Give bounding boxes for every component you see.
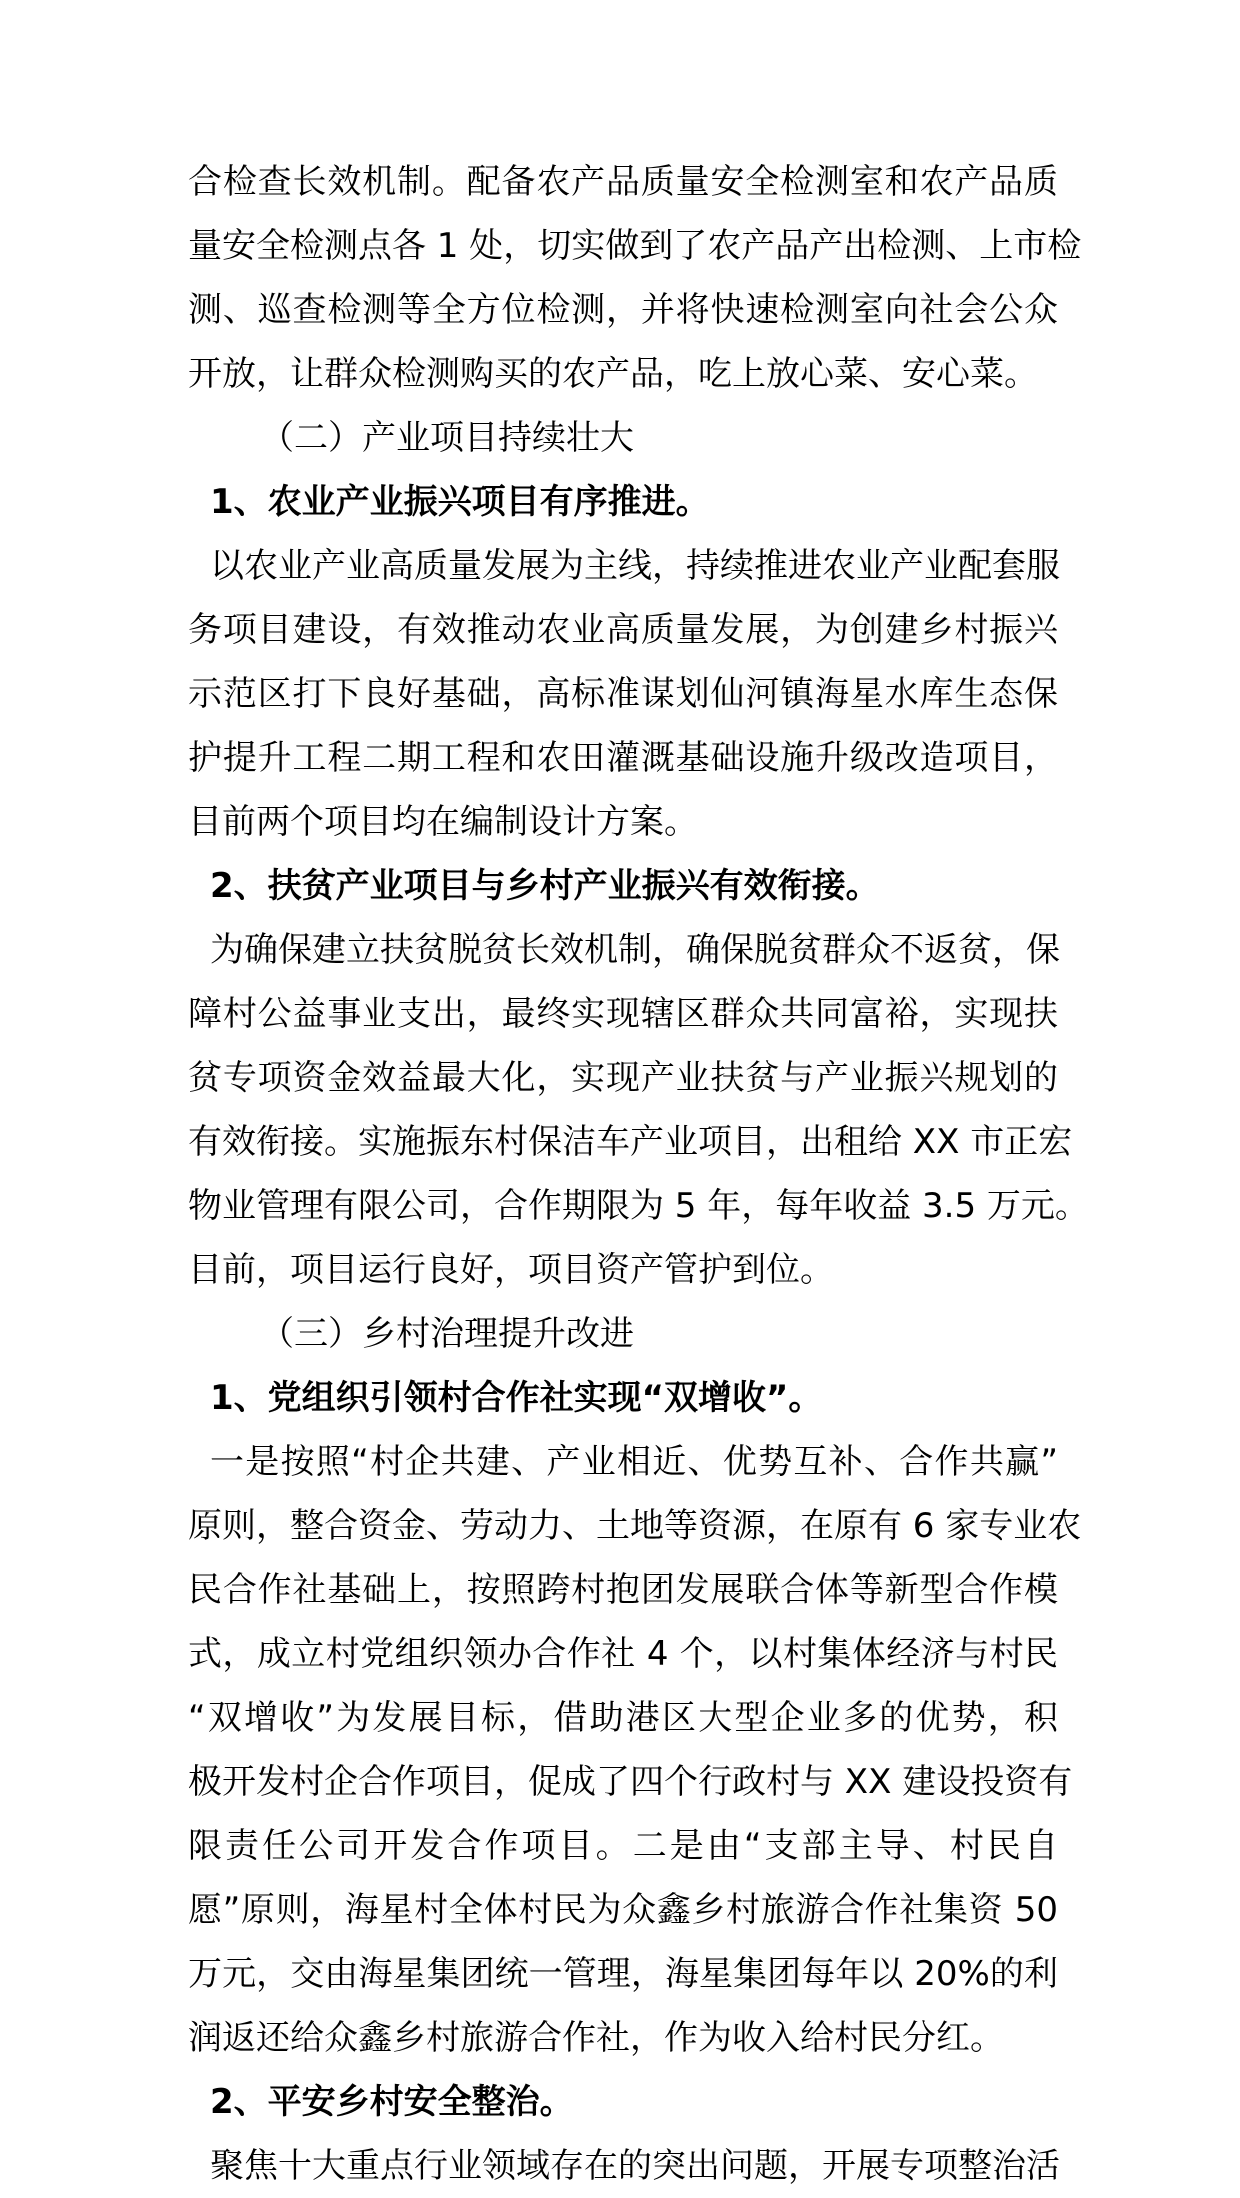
paragraph-line: 障村公益事业支出，最终实现辖区群众共同富裕，实现扶	[188, 994, 1058, 1034]
section-heading: （二）产业项目持续壮大	[260, 418, 634, 458]
paragraph-line: 聚焦十大重点行业领域存在的突出问题，开展专项整治活	[210, 2146, 1060, 2186]
paragraph-line: 目前，项目运行良好，项目资产管护到位。	[188, 1250, 834, 1290]
paragraph-line: 量安全检测点各 1 处，切实做到了农产品产出检测、上市检	[188, 226, 1082, 266]
paragraph-line: 示范区打下良好基础，高标准谋划仙河镇海星水库生态保	[188, 674, 1058, 714]
paragraph-line: 一是按照“村企共建、产业相近、优势互补、合作共赢”	[210, 1442, 1058, 1482]
paragraph-line: 愿”原则，海星村全体村民为众鑫乡村旅游合作社集资 50	[188, 1890, 1058, 1930]
paragraph-line: 式，成立村党组织领办合作社 4 个，以村集体经济与村民	[188, 1634, 1058, 1674]
document-body	[188, 150, 1089, 2198]
paragraph-line: 为确保建立扶贫脱贫长效机制，确保脱贫群众不返贫，保	[210, 930, 1060, 970]
paragraph-line: 物业管理有限公司，合作期限为 5 年，每年收益 3.5 万元。	[188, 1186, 1089, 1226]
subsection-heading: 2、扶贫产业项目与乡村产业振兴有效衔接。	[210, 866, 880, 906]
paragraph-line: 民合作社基础上，按照跨村抱团发展联合体等新型合作模	[188, 1570, 1058, 1610]
paragraph-line: 润返还给众鑫乡村旅游合作社，作为收入给村民分红。	[188, 2018, 1004, 2058]
paragraph-line: “双增收”为发展目标，借助港区大型企业多的优势，积	[188, 1698, 1058, 1738]
section-heading: （三）乡村治理提升改进	[260, 1314, 634, 1354]
paragraph-line: 开放，让群众检测购买的农产品，吃上放心菜、安心菜。	[188, 354, 1038, 394]
paragraph-line: 务项目建设，有效推动农业高质量发展，为创建乡村振兴	[188, 610, 1058, 650]
paragraph-line: 极开发村企合作项目，促成了四个行政村与 XX 建设投资有	[188, 1762, 1073, 1802]
paragraph-line: 万元，交由海星集团统一管理，海星集团每年以 20%的利	[188, 1954, 1058, 1994]
paragraph-line: 有效衔接。实施振东村保洁车产业项目，出租给 XX 市正宏	[188, 1122, 1073, 1162]
paragraph-line: 原则，整合资金、劳动力、土地等资源，在原有 6 家专业农	[188, 1506, 1082, 1546]
paragraph-line: 以农业产业高质量发展为主线，持续推进农业产业配套服	[210, 546, 1060, 586]
subsection-heading: 1、党组织引领村合作社实现“双增收”。	[210, 1378, 823, 1418]
paragraph-line: 测、巡查检测等全方位检测，并将快速检测室向社会公众	[188, 290, 1058, 330]
paragraph-line: 贫专项资金效益最大化，实现产业扶贫与产业振兴规划的	[188, 1058, 1058, 1098]
paragraph-line: 合检查长效机制。配备农产品质量安全检测室和农产品质	[188, 162, 1058, 202]
subsection-heading: 1、农业产业振兴项目有序推进。	[210, 482, 710, 522]
paragraph-line: 限责任公司开发合作项目。二是由“支部主导、村民自	[188, 1826, 1058, 1866]
paragraph-line: 目前两个项目均在编制设计方案。	[188, 802, 698, 842]
paragraph-line: 护提升工程二期工程和农田灌溉基础设施升级改造项目，	[188, 738, 1058, 778]
subsection-heading: 2、平安乡村安全整治。	[210, 2082, 574, 2122]
